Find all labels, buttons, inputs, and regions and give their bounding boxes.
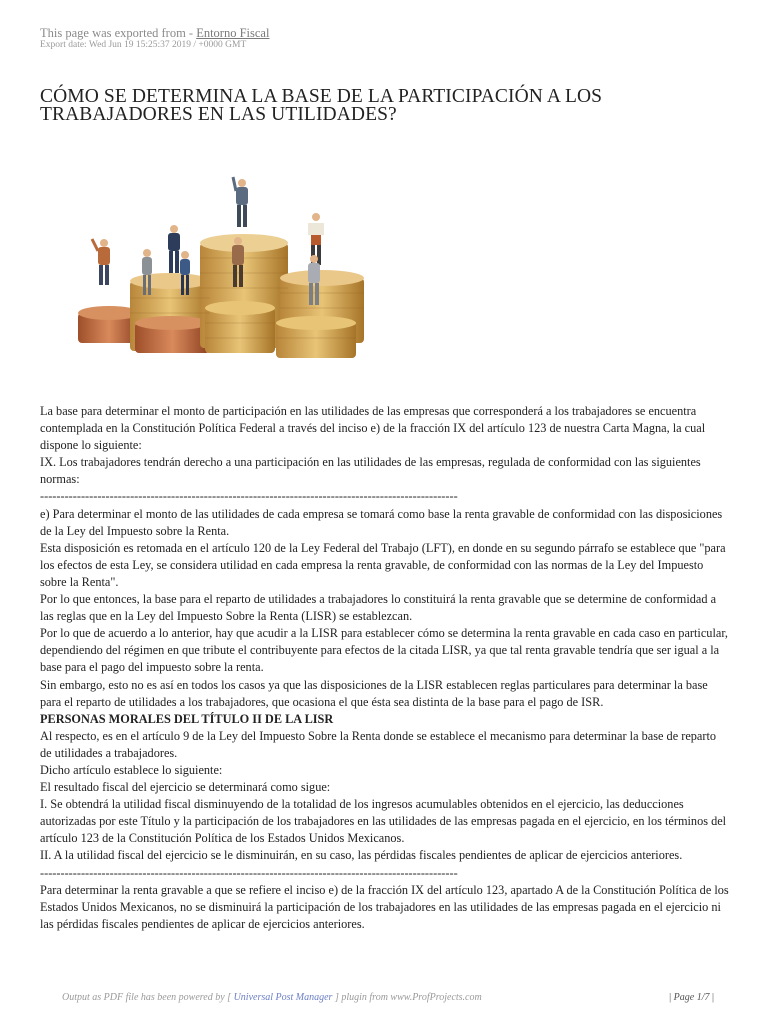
page-label: Page 1/7 xyxy=(673,992,710,1003)
page-footer xyxy=(0,992,768,1008)
export-source-line xyxy=(40,26,269,40)
powered-by-note xyxy=(62,992,482,1003)
plugin-link[interactable]: Universal Post Manager xyxy=(233,992,333,1003)
article-body xyxy=(40,403,730,933)
title-line-1: CÓMO SE DETERMINA LA BASE DE LA PARTICIPACIÓN A LOS xyxy=(40,86,603,107)
page-title xyxy=(40,88,730,124)
site-link[interactable]: Entorno Fiscal xyxy=(196,26,270,40)
powered-suffix: ] plugin from www.ProfProjects.com xyxy=(332,992,482,1003)
export-prefix: This page was exported from - xyxy=(40,26,197,40)
paragraph: Esta disposición es retomada en el artículo 120 de la Ley Federal del Trabajo (LFT), en donde en su segundo párrafo se establece que "para los efectos de esta Ley, se considera utilidad en cada empresa la renta gravable, de conformidad con las normas de la Ley del Impuesto sobre la Renta". xyxy=(40,540,726,589)
separator-line: ------------------------------------------------------------------------------------------------------ xyxy=(40,489,458,504)
export-date: Export date: Wed Jun 19 15:25:37 2019 / +0000 GMT xyxy=(40,40,247,50)
paragraph: IX. Los trabajadores tendrán derecho a una participación en las utilidades de las empresas, regulada de conformidad con las siguientes normas: xyxy=(40,455,701,487)
paragraph: Dicho artículo establece lo siguiente: xyxy=(40,762,223,777)
paragraph: El resultado fiscal del ejercicio se determinará como sigue: xyxy=(40,780,331,795)
title-line-2: TRABAJADORES EN LAS UTILIDADES? xyxy=(40,104,397,125)
export-header xyxy=(40,26,269,51)
page-number xyxy=(669,992,714,1003)
paragraph: La base para determinar el monto de participación en las utilidades de las empresas que corresponderá a los trabajadores se encuentra contemplada en la Constitución Política Federal a través del inciso e) de la fracción IX del artículo 123 de nuestra Carta Magna, la cual dispone lo siguiente: xyxy=(40,404,706,453)
divider: | xyxy=(709,992,714,1003)
paragraph: Por lo que entonces, la base para el reparto de utilidades a trabajadores lo constituirá la renta gravable que se determine de conformidad a las reglas que en la Ley del Impuesto Sobre la Renta (LISR) se establezcan. xyxy=(40,592,717,624)
paragraph: Para determinar la renta gravable a que se refiere el inciso e) de la fracción IX del artículo 123, apartado A de la Constitución Política de los Estados Unidos Mexicanos, no se disminuirá la participación de los trabajadores en las utilidades de las empresas pagada en el ejercicio ni las pérdidas fiscales pendientes de aplicar de ejercicios anteriores. xyxy=(40,882,729,931)
powered-prefix: Output as PDF file has been powered by [ xyxy=(62,992,234,1003)
coins-businesspeople-illustration xyxy=(40,143,395,368)
section-heading: PERSONAS MORALES DEL TÍTULO II DE LA LISR xyxy=(40,711,334,726)
paragraph: Sin embargo, esto no es así en todos los casos ya que las disposiciones de la LISR establecen reglas particulares para determinar la base para el reparto de utilidades a los trabajadores, que ocasiona el que ésta sea distinta de la base para el pago de ISR. xyxy=(40,677,708,709)
paragraph: Por lo que de acuerdo a lo anterior, hay que acudir a la LISR para establecer cómo se determina la renta gravable en cada caso en particular, dependiendo del régimen en que tribute el contribuyente para efectos de la citada LISR, ya que tal renta gravable tendría que ser igual a la base para el pago del impuesto sobre la renta. xyxy=(40,626,729,675)
paragraph: I. Se obtendrá la utilidad fiscal disminuyendo de la totalidad de los ingresos acumulables obtenidos en el ejercicio, las deducciones autorizadas por este Título y la participación de los trabajadores en las utilidades de las empresas pagada en el ejercicio, en los términos del artículo 123 de la Constitución Política de los Estados Unidos Mexicanos. xyxy=(40,797,727,846)
divider: | xyxy=(669,992,674,1003)
paragraph: e) Para determinar el monto de las utilidades de cada empresa se tomará como base la renta gravable de conformidad con las disposiciones de la Ley del Impuesto sobre la Renta. xyxy=(40,506,723,538)
separator-line: ------------------------------------------------------------------------------------------------------ xyxy=(40,865,458,880)
paragraph: Al respecto, es en el artículo 9 de la Ley del Impuesto Sobre la Renta donde se establece el mecanismo para determinar la base de reparto de utilidades a trabajadores. xyxy=(40,728,717,760)
paragraph: II. A la utilidad fiscal del ejercicio se le disminuirán, en su caso, las pérdidas fiscales pendientes de aplicar de ejercicios anteriores. xyxy=(40,848,683,863)
hero-image xyxy=(40,143,395,368)
